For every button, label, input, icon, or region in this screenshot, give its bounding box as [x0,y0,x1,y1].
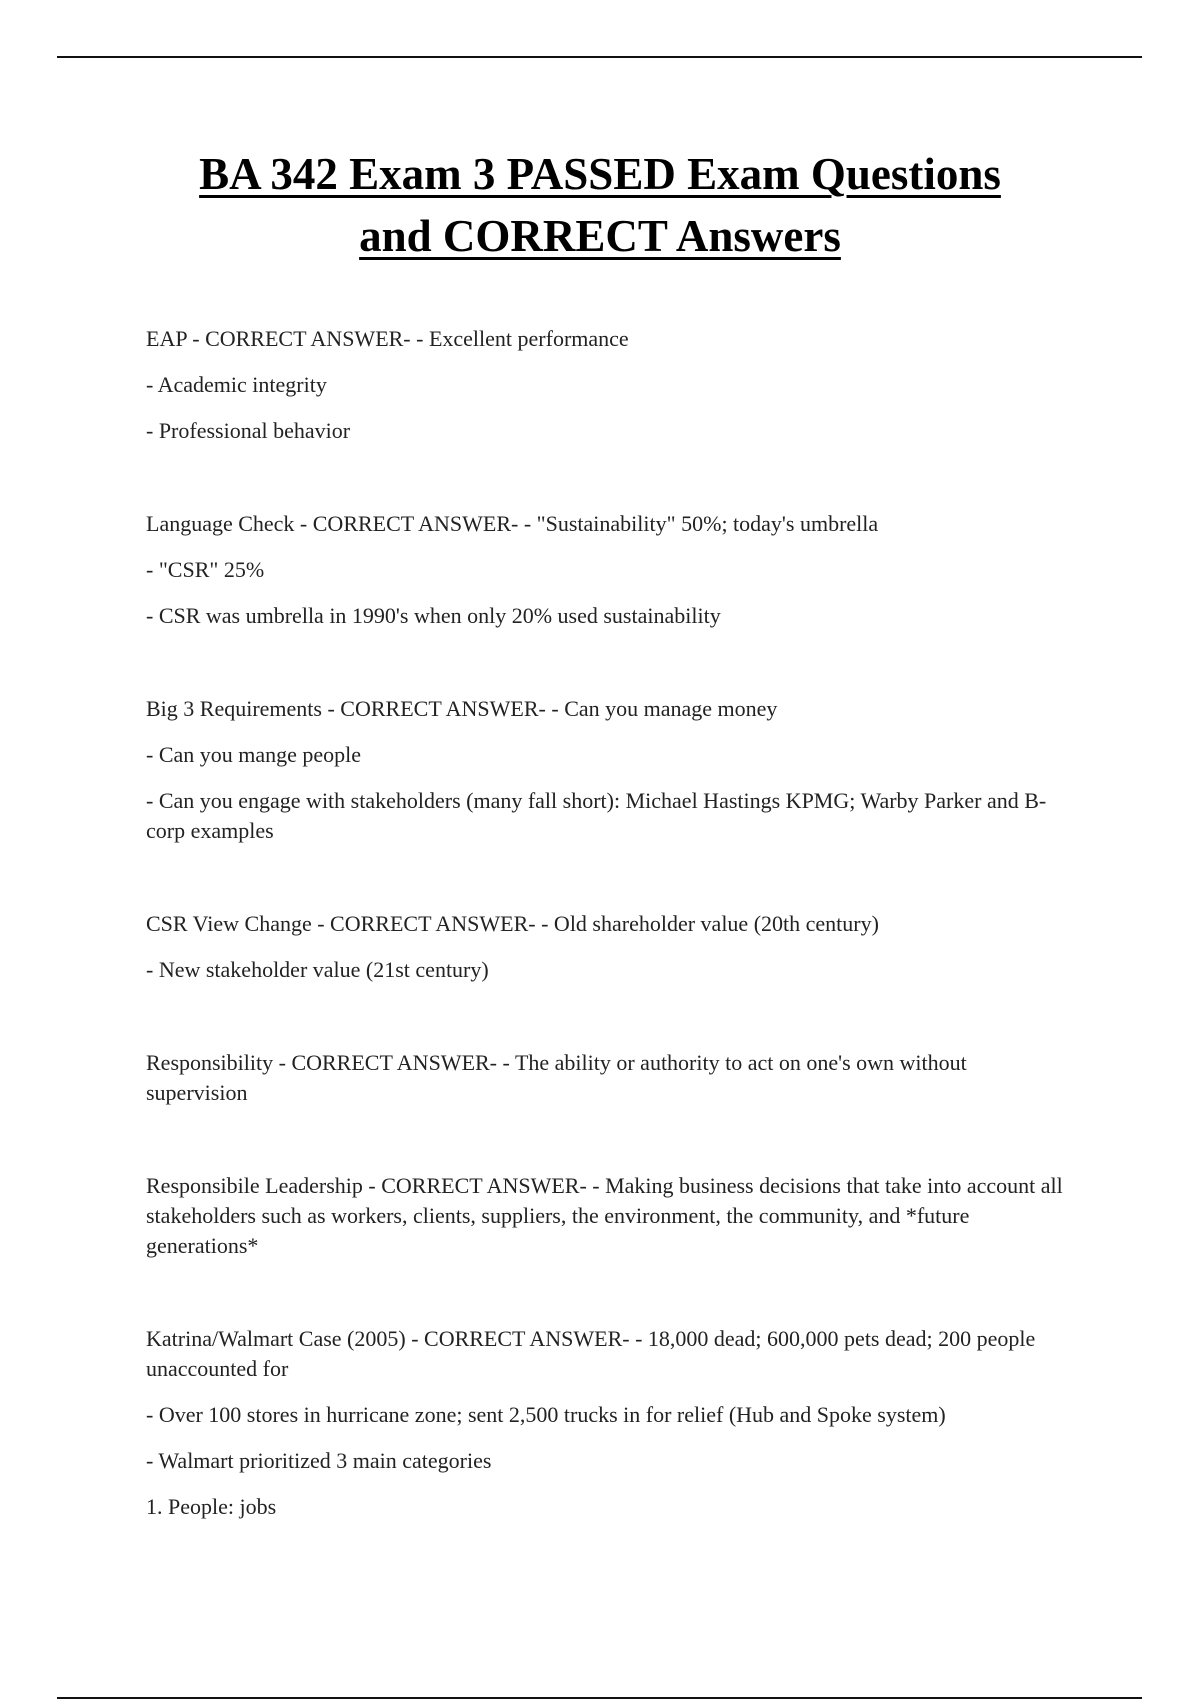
entry-line: - New stakeholder value (21st century) [146,957,489,982]
entry-line: - CSR was umbrella in 1990's when only 20% used sustainability [146,603,721,628]
document-title-line-2: and CORRECT Answers [359,211,841,261]
qa-entry-csr-view-change [146,909,1066,985]
entry-line: - Walmart prioritized 3 main categories [146,1448,492,1473]
entry-line: CSR View Change - CORRECT ANSWER- - Old shareholder value (20th century) [146,911,879,936]
qa-entry-katrina-walmart-case [146,1324,1066,1522]
qa-entry-language-check [146,509,1066,631]
qa-entry-responsible-leadership [146,1171,1066,1261]
qa-list [146,324,1066,1522]
qa-entry-eap [146,324,1066,446]
entry-line: - Professional behavior [146,418,351,443]
entry-line: Language Check - CORRECT ANSWER- - "Sustainability" 50%; today's umbrella [146,511,879,536]
entry-line: EAP - CORRECT ANSWER- - Excellent performance [146,326,629,351]
entry-line: - Can you engage with stakeholders (many fall short): Michael Hastings KPMG; Warby Parker and B-corp examples [146,788,1047,843]
entry-line: Big 3 Requirements - CORRECT ANSWER- - Can you manage money [146,696,778,721]
entry-line: Responsibility - CORRECT ANSWER- - The ability or authority to act on one's own without supervision [146,1050,967,1105]
entry-line: Katrina/Walmart Case (2005) - CORRECT ANSWER- - 18,000 dead; 600,000 pets dead; 200 people unaccounted for [146,1326,1036,1381]
entry-line: - "CSR" 25% [146,557,265,582]
qa-entry-big-3-requirements [146,694,1066,846]
entry-line: - Over 100 stores in hurricane zone; sent 2,500 trucks in for relief (Hub and Spoke system) [146,1402,946,1427]
qa-entry-responsibility [146,1048,1066,1108]
document-title [0,143,1200,267]
entry-line: - Academic integrity [146,372,327,397]
entry-line: 1. People: jobs [146,1494,277,1519]
entry-line: - Can you mange people [146,742,362,767]
document-title-line-1: BA 342 Exam 3 PASSED Exam Questions [199,149,1001,199]
entry-line: Responsibile Leadership - CORRECT ANSWER- - Making business decisions that take into account all stakeholders such as workers, clients, suppliers, the environment, the community, and *future generations* [146,1173,1063,1258]
footer-rule [57,1697,1142,1699]
header-rule [57,56,1142,58]
